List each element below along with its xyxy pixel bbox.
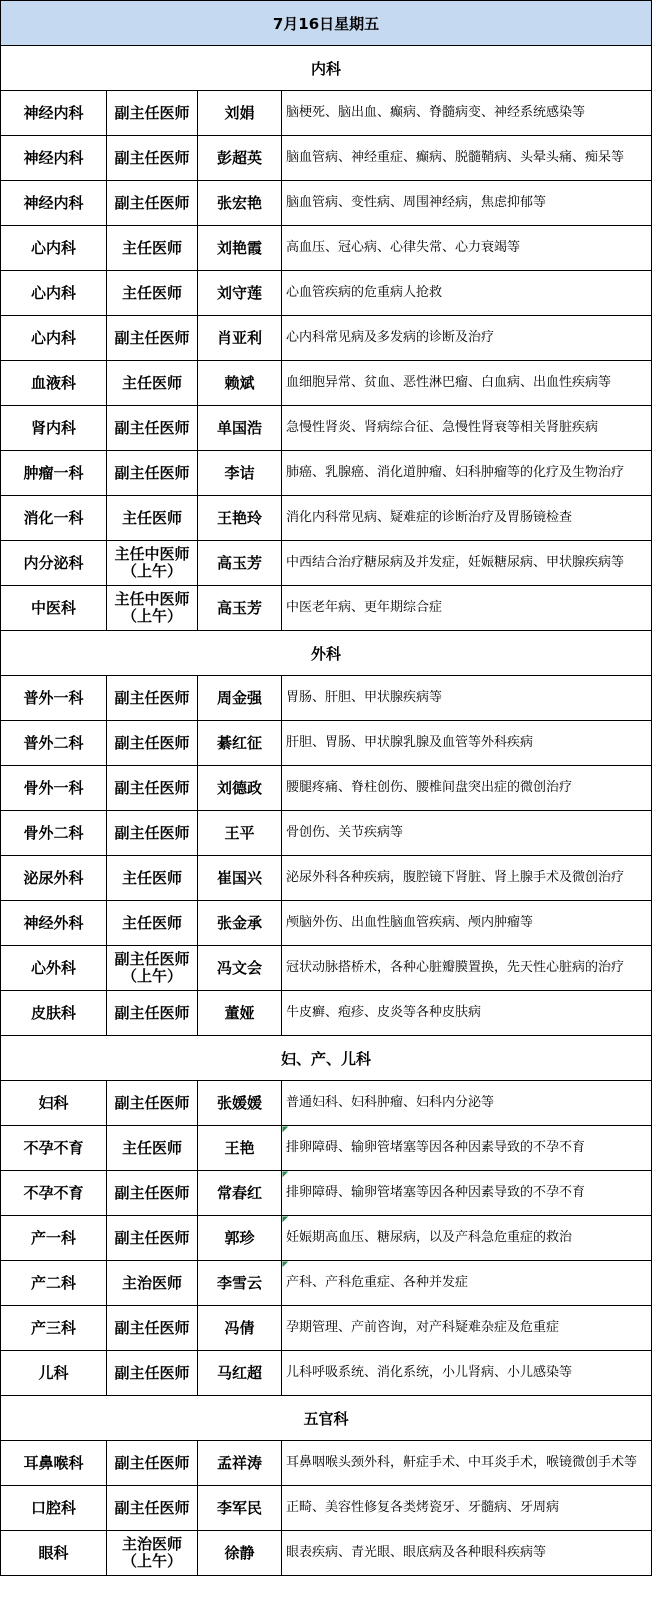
title-cell — [107, 1441, 198, 1486]
doctor-title: 副主任医师 — [114, 1183, 190, 1202]
specialty-cell: 心血管疾病的危重病人抢救 — [282, 271, 652, 316]
title-cell — [107, 496, 198, 541]
doctor-name: 张宏艳 — [198, 181, 282, 226]
doctor-name: 綦红征 — [198, 721, 282, 766]
title-cell — [107, 361, 198, 406]
department-cell: 不孕不育 — [1, 1171, 107, 1216]
doctor-title: 副主任医师 — [114, 193, 190, 212]
doctor-name: 单国浩 — [198, 406, 282, 451]
doctor-title: 主任医师 — [121, 868, 182, 887]
specialty-cell: 血细胞异常、贫血、恶性淋巴瘤、白血病、出血性疾病等 — [282, 361, 652, 406]
department-cell: 普外二科 — [1, 721, 107, 766]
doctor-row — [1, 1531, 652, 1576]
doctor-title: 副主任医师 — [114, 950, 190, 968]
doctor-name: 高玉芳 — [198, 541, 282, 586]
title-cell — [107, 586, 198, 631]
title-cell — [107, 91, 198, 136]
doctor-title: 主任医师 — [121, 508, 182, 527]
department-cell: 泌尿外科 — [1, 856, 107, 901]
doctor-title: 主任医师 — [121, 283, 182, 302]
specialty-cell: 胃肠、肝胆、甲状腺疾病等 — [282, 676, 652, 721]
doctor-row — [1, 181, 652, 226]
department-cell: 肾内科 — [1, 406, 107, 451]
doctor-row — [1, 1306, 652, 1351]
department-cell: 中医科 — [1, 586, 107, 631]
doctor-row — [1, 676, 652, 721]
section-row — [1, 1396, 652, 1441]
specialty-cell: 中西结合治疗糖尿病及并发症，妊娠糖尿病、甲状腺疾病等 — [282, 541, 652, 586]
title-note: （上午） — [121, 1552, 182, 1570]
doctor-row — [1, 991, 652, 1036]
doctor-name: 崔国兴 — [198, 856, 282, 901]
doctor-name: 张媛媛 — [198, 1081, 282, 1126]
doctor-title: 主任医师 — [121, 373, 182, 392]
doctor-row — [1, 1486, 652, 1531]
department-cell: 儿科 — [1, 1351, 107, 1396]
department-cell: 骨外二科 — [1, 811, 107, 856]
doctor-name: 王艳 — [198, 1126, 282, 1171]
doctor-name: 郭珍 — [198, 1216, 282, 1261]
doctor-name: 王平 — [198, 811, 282, 856]
title-cell — [107, 451, 198, 496]
doctor-title: 副主任医师 — [114, 1228, 190, 1247]
specialty-cell: 脑血管病、变性病、周围神经病，焦虑抑郁等 — [282, 181, 652, 226]
specialty-cell: 肺癌、乳腺癌、消化道肿瘤、妇科肿瘤等的化疗及生物治疗 — [282, 451, 652, 496]
department-cell: 妇科 — [1, 1081, 107, 1126]
doctor-title: 副主任医师 — [114, 1363, 190, 1382]
doctor-title: 主任医师 — [121, 238, 182, 257]
department-cell: 产一科 — [1, 1216, 107, 1261]
department-cell: 产三科 — [1, 1306, 107, 1351]
title-note: （上午） — [121, 607, 182, 625]
doctor-title: 主任中医师 — [114, 545, 190, 563]
doctor-title: 主治医师 — [121, 1535, 182, 1553]
section-title: 内科 — [1, 46, 652, 91]
date-header: 7月16日星期五 — [1, 1, 652, 46]
doctor-row — [1, 856, 652, 901]
title-cell — [107, 1261, 198, 1306]
doctor-name: 刘德政 — [198, 766, 282, 811]
title-cell — [107, 271, 198, 316]
doctor-title: 副主任医师 — [114, 778, 190, 797]
specialty-cell: 泌尿外科各种疾病，腹腔镜下肾脏、肾上腺手术及微创治疗 — [282, 856, 652, 901]
title-cell — [107, 856, 198, 901]
title-cell — [107, 811, 198, 856]
title-cell — [107, 181, 198, 226]
doctor-row — [1, 946, 652, 991]
specialty-cell: 心内科常见病及多发病的诊断及治疗 — [282, 316, 652, 361]
doctor-name: 赖斌 — [198, 361, 282, 406]
title-cell — [107, 541, 198, 586]
doctor-name: 刘娟 — [198, 91, 282, 136]
department-cell: 神经内科 — [1, 136, 107, 181]
title-cell — [107, 406, 198, 451]
department-cell: 不孕不育 — [1, 1126, 107, 1171]
doctor-row — [1, 451, 652, 496]
department-cell: 血液科 — [1, 361, 107, 406]
doctor-row — [1, 361, 652, 406]
department-cell: 神经内科 — [1, 181, 107, 226]
specialty-cell: 消化内科常见病、疑难症的诊断治疗及胃肠镜检查 — [282, 496, 652, 541]
specialty-cell: 排卵障碍、输卵管堵塞等因各种因素导致的不孕不育 — [282, 1171, 652, 1216]
doctor-row — [1, 1126, 652, 1171]
title-cell — [107, 901, 198, 946]
section-row — [1, 631, 652, 676]
specialty-cell: 脑梗死、脑出血、癫病、脊髓病变、神经系统感染等 — [282, 91, 652, 136]
title-cell — [107, 1216, 198, 1261]
doctor-name: 张金承 — [198, 901, 282, 946]
doctor-title: 主任医师 — [121, 1138, 182, 1157]
title-cell — [107, 136, 198, 181]
department-cell: 心内科 — [1, 226, 107, 271]
doctor-name: 周金强 — [198, 676, 282, 721]
doctor-title: 副主任医师 — [114, 103, 190, 122]
doctor-name: 王艳玲 — [198, 496, 282, 541]
title-note: （上午） — [121, 562, 182, 580]
doctor-name: 孟祥涛 — [198, 1441, 282, 1486]
doctor-name: 马红超 — [198, 1351, 282, 1396]
doctor-title: 主任医师 — [121, 913, 182, 932]
doctor-row — [1, 541, 652, 586]
doctor-name: 刘守莲 — [198, 271, 282, 316]
doctor-row — [1, 1261, 652, 1306]
specialty-cell: 颅脑外伤、出血性脑血管疾病、颅内肿瘤等 — [282, 901, 652, 946]
doctor-title: 副主任医师 — [114, 1453, 190, 1472]
doctor-row — [1, 271, 652, 316]
doctor-title: 副主任医师 — [114, 733, 190, 752]
title-cell — [107, 721, 198, 766]
doctor-row — [1, 1351, 652, 1396]
specialty-cell: 妊娠期高血压、糖尿病，以及产科急危重症的救治 — [282, 1216, 652, 1261]
section-row — [1, 1036, 652, 1081]
doctor-name: 李雪云 — [198, 1261, 282, 1306]
department-cell: 神经外科 — [1, 901, 107, 946]
doctor-row — [1, 406, 652, 451]
department-cell: 内分泌科 — [1, 541, 107, 586]
specialty-cell: 产科、产科危重症、各种并发症 — [282, 1261, 652, 1306]
specialty-cell: 脑血管病、神经重症、癫病、脱髓鞘病、头晕头痛、痴呆等 — [282, 136, 652, 181]
title-cell — [107, 1306, 198, 1351]
doctor-name: 肖亚利 — [198, 316, 282, 361]
specialty-cell: 肝胆、胃肠、甲状腺乳腺及血管等外科疾病 — [282, 721, 652, 766]
doctor-row — [1, 1171, 652, 1216]
doctor-name: 董娅 — [198, 991, 282, 1036]
doctor-row — [1, 811, 652, 856]
specialty-cell: 普通妇科、妇科肿瘤、妇科内分泌等 — [282, 1081, 652, 1126]
specialty-cell: 骨创伤、关节疾病等 — [282, 811, 652, 856]
doctor-row — [1, 766, 652, 811]
doctor-title: 副主任医师 — [114, 1318, 190, 1337]
title-cell — [107, 316, 198, 361]
specialty-cell: 眼表疾病、青光眼、眼底病及各种眼科疾病等 — [282, 1531, 652, 1576]
section-title: 妇、产、儿科 — [1, 1036, 652, 1081]
specialty-cell: 中医老年病、更年期综合症 — [282, 586, 652, 631]
department-cell: 心内科 — [1, 316, 107, 361]
doctor-row — [1, 226, 652, 271]
specialty-cell: 腰腿疼痛、脊柱创伤、腰椎间盘突出症的微创治疗 — [282, 766, 652, 811]
doctor-name: 冯文会 — [198, 946, 282, 991]
specialty-cell: 孕期管理、产前咨询，对产科疑难杂症及危重症 — [282, 1306, 652, 1351]
title-cell — [107, 1486, 198, 1531]
header-row — [1, 1, 652, 46]
specialty-cell: 正畸、美容性修复各类烤瓷牙、牙髓病、牙周病 — [282, 1486, 652, 1531]
title-cell — [107, 1531, 198, 1576]
doctor-row — [1, 316, 652, 361]
title-cell — [107, 1126, 198, 1171]
doctor-title: 副主任医师 — [114, 328, 190, 347]
department-cell: 耳鼻喉科 — [1, 1441, 107, 1486]
schedule-body — [1, 1, 652, 1576]
title-cell — [107, 766, 198, 811]
doctor-title: 副主任医师 — [114, 418, 190, 437]
specialty-cell: 冠状动脉搭桥术，各种心脏瓣膜置换，先天性心脏病的治疗 — [282, 946, 652, 991]
section-title: 外科 — [1, 631, 652, 676]
doctor-title: 主任中医师 — [114, 590, 190, 608]
department-cell: 神经内科 — [1, 91, 107, 136]
doctor-title: 副主任医师 — [114, 688, 190, 707]
doctor-row — [1, 1441, 652, 1486]
specialty-cell: 高血压、冠心病、心律失常、心力衰竭等 — [282, 226, 652, 271]
title-cell — [107, 226, 198, 271]
doctor-title: 主治医师 — [121, 1273, 182, 1292]
doctor-title: 副主任医师 — [114, 1093, 190, 1112]
doctor-row — [1, 1216, 652, 1261]
department-cell: 皮肤科 — [1, 991, 107, 1036]
department-cell: 口腔科 — [1, 1486, 107, 1531]
doctor-name: 徐静 — [198, 1531, 282, 1576]
department-cell: 骨外一科 — [1, 766, 107, 811]
doctor-title: 副主任医师 — [114, 823, 190, 842]
doctor-title: 副主任医师 — [114, 1003, 190, 1022]
department-cell: 眼科 — [1, 1531, 107, 1576]
doctor-row — [1, 1081, 652, 1126]
title-note: （上午） — [121, 967, 182, 985]
specialty-cell: 耳鼻咽喉头颈外科，鼾症手术、中耳炎手术，喉镜微创手术等 — [282, 1441, 652, 1486]
doctor-name: 常春红 — [198, 1171, 282, 1216]
department-cell: 普外一科 — [1, 676, 107, 721]
title-cell — [107, 1081, 198, 1126]
title-cell — [107, 1171, 198, 1216]
doctor-title: 副主任医师 — [114, 1498, 190, 1517]
doctor-title: 副主任医师 — [114, 148, 190, 167]
doctor-row — [1, 901, 652, 946]
title-cell — [107, 676, 198, 721]
doctor-row — [1, 91, 652, 136]
doctor-row — [1, 496, 652, 541]
title-cell — [107, 991, 198, 1036]
doctor-title: 副主任医师 — [114, 463, 190, 482]
title-cell — [107, 946, 198, 991]
doctor-row — [1, 721, 652, 766]
doctor-name: 冯倩 — [198, 1306, 282, 1351]
specialty-cell: 急慢性肾炎、肾病综合征、急慢性肾衰等相关肾脏疾病 — [282, 406, 652, 451]
specialty-cell: 排卵障碍、输卵管堵塞等因各种因素导致的不孕不育 — [282, 1126, 652, 1171]
doctor-row — [1, 586, 652, 631]
doctor-name: 李军民 — [198, 1486, 282, 1531]
section-row — [1, 46, 652, 91]
doctor-name: 刘艳霞 — [198, 226, 282, 271]
doctor-row — [1, 136, 652, 181]
doctor-name: 彭超英 — [198, 136, 282, 181]
section-title: 五官科 — [1, 1396, 652, 1441]
specialty-cell: 儿科呼吸系统、消化系统，小儿肾病、小儿感染等 — [282, 1351, 652, 1396]
title-cell — [107, 1351, 198, 1396]
department-cell: 消化一科 — [1, 496, 107, 541]
specialty-cell: 牛皮癣、疱疹、皮炎等各种皮肤病 — [282, 991, 652, 1036]
department-cell: 心外科 — [1, 946, 107, 991]
doctor-name: 高玉芳 — [198, 586, 282, 631]
doctor-name: 李诘 — [198, 451, 282, 496]
department-cell: 产二科 — [1, 1261, 107, 1306]
department-cell: 心内科 — [1, 271, 107, 316]
department-cell: 肿瘤一科 — [1, 451, 107, 496]
